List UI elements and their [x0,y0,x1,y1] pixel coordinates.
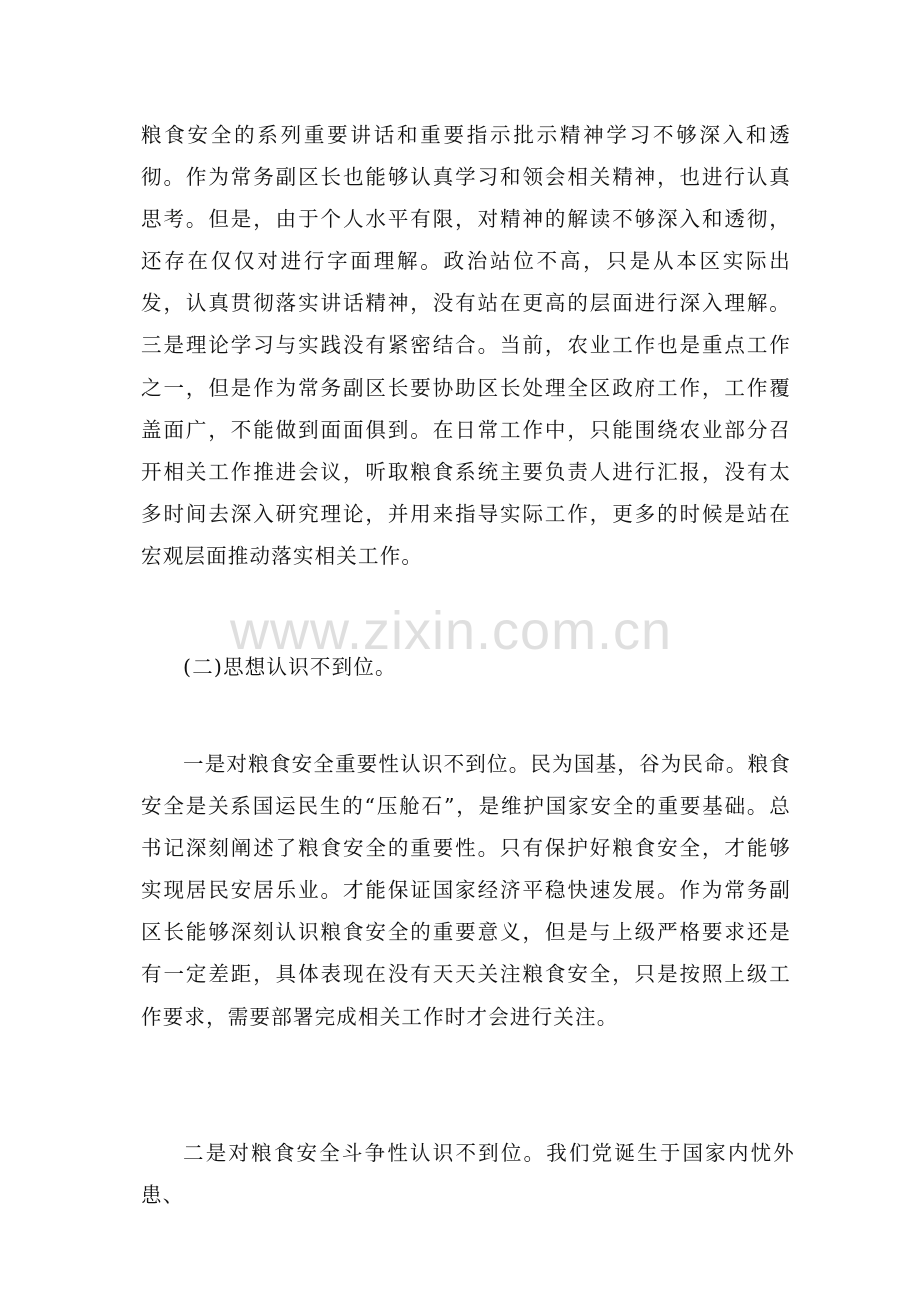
body-paragraph-1 [141,114,791,577]
body-paragraph-3 [141,1132,795,1216]
paragraph-text: 粮食安全的系列重要讲话和重要指示批示精神学习不够深入和透彻。作为常务副区长也能够认真学习和领会相关精神，也进行认真思考。但是，由于个人水平有限，对精神的解读不够深入和透彻，还存在仅仅对进行字面理解。政治站位不高，只是从本区实际出发，认真贯彻落实讲话精神，没有站在更高的层面进行深入理解。三是理论学习与实践没有紧密结合。当前，农业工作也是重点工作之一，但是作为常务副区长要协助区长处理全区政府工作，工作覆盖面广，不能做到面面俱到。在日常工作中，只能围绕农业部分召开相关工作推进会议，听取粮食系统主要负责人进行汇报，没有太多时间去深入研究理论，并用来指导实际工作，更多的时候是站在宏观层面推动落实相关工作。 [141,123,791,568]
paragraph-text: 二是对粮食安全斗争性认识不到位。我们党诞生于国家内忧外患、 [141,1141,795,1208]
watermark-text: www.zixin.com.cn [230,601,673,661]
body-paragraph-2 [141,743,791,1038]
section-heading: (二)思想认识不到位。 [183,655,397,679]
paragraph-text: 一是对粮食安全重要性认识不到位。民为国基，谷为民命。粮食安全是关系国运民生的“压舱石”，是维护国家安全的重要基础。总书记深刻阐述了粮食安全的重要性。只有保护好粮食安全，才能够实现居民安居乐业。才能保证国家经济平稳快速发展。作为常务副区长能够深刻认识粮食安全的重要意义，但是与上级严格要求还是有一定差距，具体表现在没有天天关注粮食安全，只是按照上级工作要求，需要部署完成相关工作时才会进行关注。 [141,752,791,1029]
